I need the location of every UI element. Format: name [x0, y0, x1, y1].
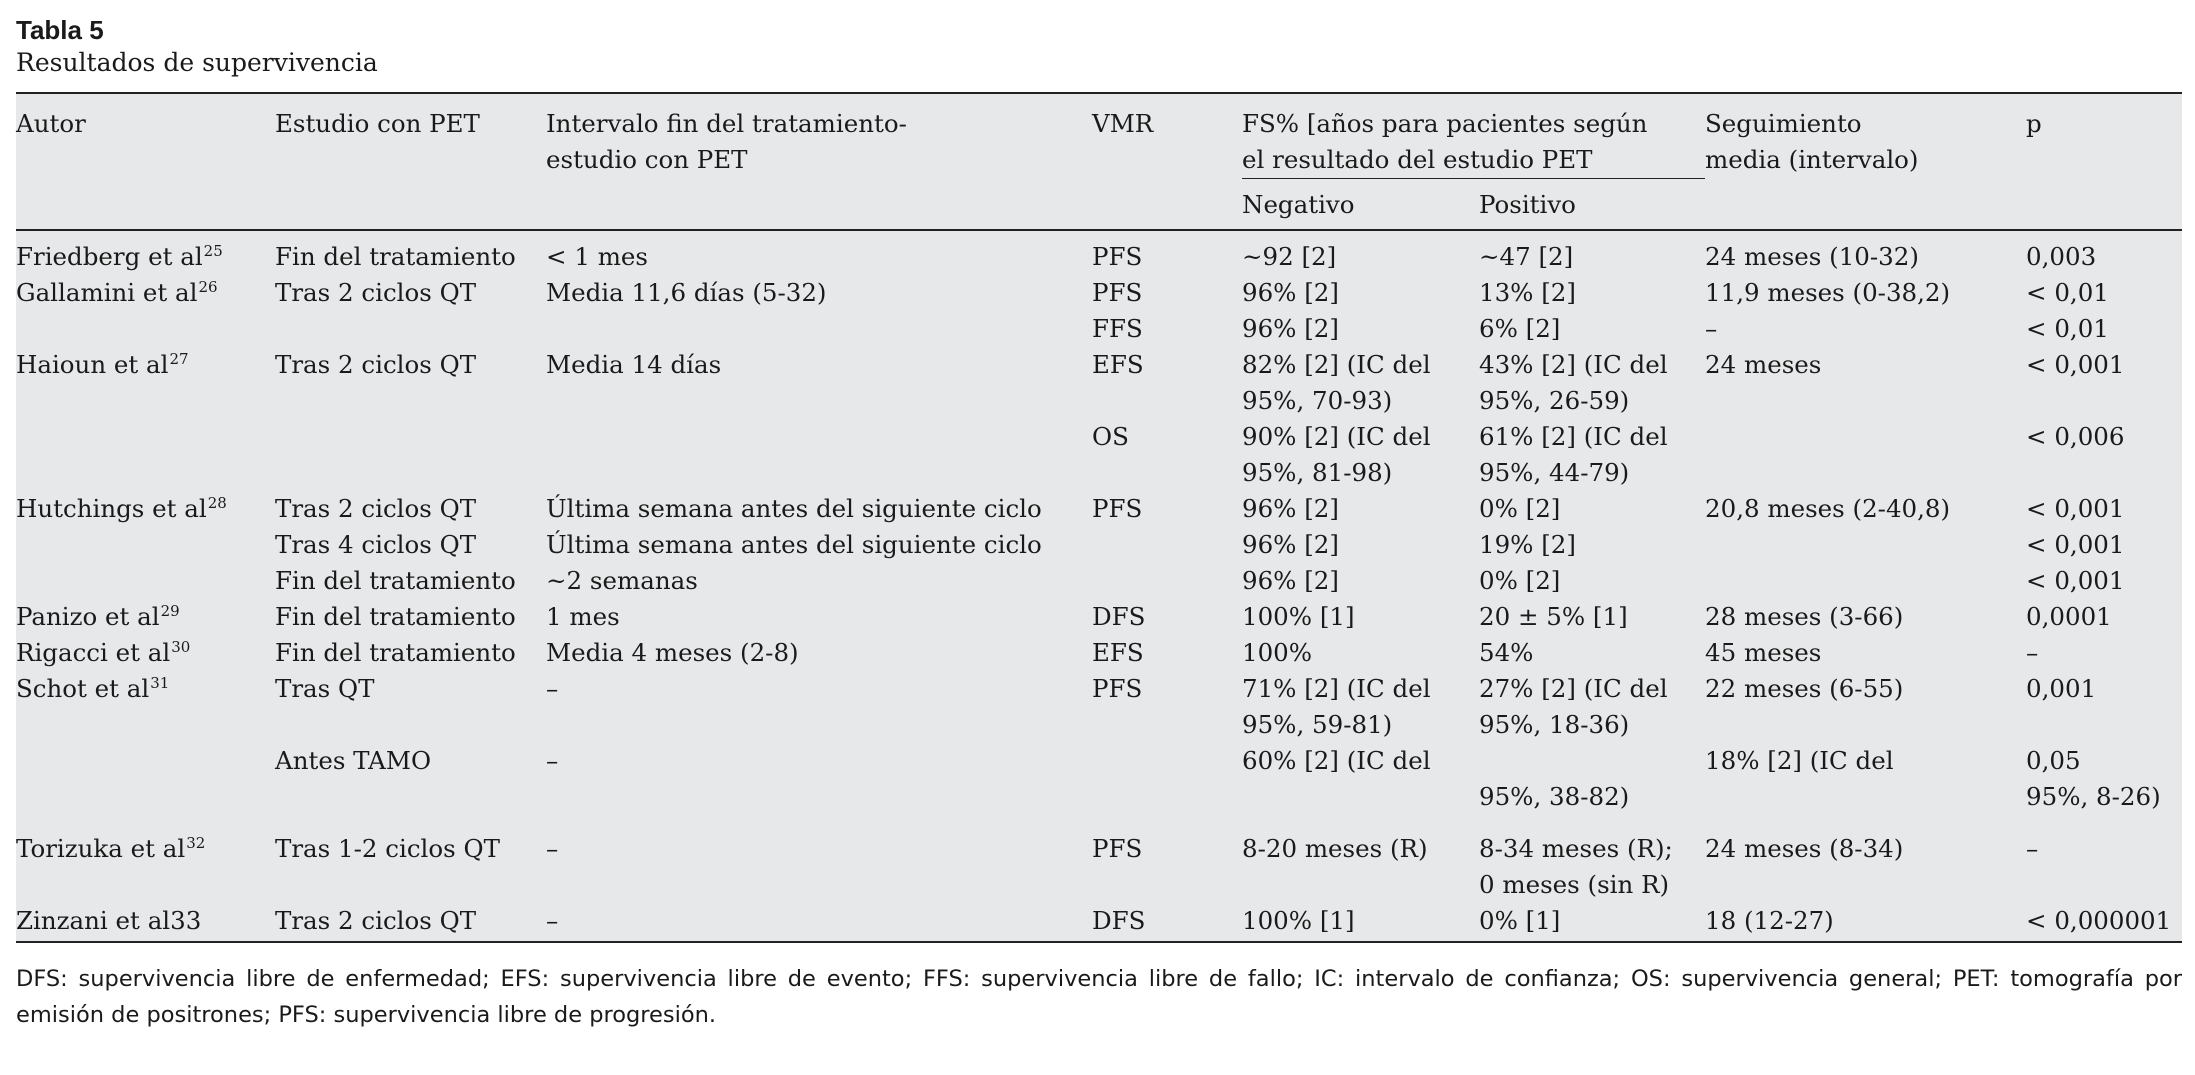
cell-author: Rigacci et $al^{30}$ — [16, 638, 191, 667]
cell-author: Panizo et $al^{29}$ — [16, 602, 180, 631]
cell-follow-up: 20,8 meses (2-40,8) — [1705, 494, 1951, 523]
cell-author — [16, 527, 275, 563]
cell-vmr: DFS — [1092, 906, 1146, 935]
cell-positive: 61% [2] (IC del 95%, 44-79) — [1479, 422, 1668, 487]
cell-author — [16, 563, 275, 599]
cell-follow-up: 28 meses (3-66) — [1705, 602, 1904, 631]
table-row — [16, 563, 2182, 599]
cell-follow-up — [1705, 419, 2026, 491]
cell-p: < 0,01 — [2026, 278, 2109, 307]
cell-negative: 100% — [1242, 638, 1313, 667]
cell-study: Tras 2 ciclos QT — [275, 906, 477, 935]
cell-positive: 6% [2] — [1479, 314, 1561, 343]
table-row — [16, 743, 2182, 815]
header-negativo: Negativo — [1242, 190, 1355, 219]
cell-p: < 0,001 — [2026, 530, 2125, 559]
table-row — [16, 491, 2182, 527]
cell-author — [16, 311, 275, 347]
cell-positive: 20 ± 5% [1] — [1479, 602, 1628, 631]
cell-study — [275, 419, 546, 491]
cell-author: Friedberg et $al^{25}$ — [16, 242, 223, 271]
cell-negative: 60% [2] (IC del — [1242, 746, 1431, 775]
cell-author: Haioun et $al^{27}$ — [16, 350, 189, 379]
table-row — [16, 275, 2182, 311]
cell-author — [16, 419, 275, 491]
table-subtitle: Resultados de supervivencia — [16, 48, 378, 77]
cell-positive: 43% [2] (IC del 95%, 26-59) — [1479, 350, 1668, 415]
cell-negative: 71% [2] (IC del 95%, 59-81) — [1242, 674, 1431, 739]
cell-positive: 95%, 38-82) — [1479, 782, 1630, 811]
table-footnote: DFS: supervivencia libre de enfermedad; EFS: supervivencia libre de evento; FFS: supervivencia libre de fallo; IC: intervalo de confianza; OS: supervivencia general; PET: tomografía por emisión de positrones; PFS: supervivencia libre de progresión. — [16, 966, 2182, 1028]
table-title: Tabla 5 — [16, 15, 104, 45]
cell-positive: ~47 [2] — [1479, 242, 1574, 271]
cell-negative: 100% [1] — [1242, 906, 1355, 935]
cell-p: 0,001 — [2026, 674, 2097, 703]
header-intervalo: Intervalo fin del tratamiento- estudio con PET — [546, 109, 907, 174]
cell-interval: Media 11,6 días (5-32) — [546, 278, 827, 307]
table-row — [16, 419, 2182, 491]
header-autor: Autor — [16, 109, 86, 138]
cell-p: < 0,001 — [2026, 494, 2125, 523]
cell-vmr: EFS — [1092, 350, 1144, 379]
cell-vmr: DFS — [1092, 602, 1146, 631]
cell-follow-up — [1705, 563, 2026, 599]
reference-number: 30 — [171, 638, 191, 656]
reference-number: 31 — [150, 674, 170, 692]
table-row — [16, 903, 2182, 942]
header-positivo: Positivo — [1479, 190, 1576, 219]
cell-interval: < 1 mes — [546, 242, 648, 271]
cell-follow-up: 22 meses (6-55) — [1705, 674, 1904, 703]
cell-p: < 0,000001 — [2026, 906, 2172, 935]
cell-p: < 0,01 — [2026, 314, 2109, 343]
table-row — [16, 599, 2182, 635]
cell-positive: 0% [2] — [1479, 494, 1561, 523]
cell-positive: 8-34 meses (R); 0 meses (sin R) — [1479, 834, 1673, 899]
cell-negative: 96% [2] — [1242, 494, 1339, 523]
cell-interval: Última semana antes del siguiente ciclo — [546, 494, 1042, 523]
cell-follow-up: 45 meses — [1705, 638, 1822, 667]
header-seguimiento: Seguimiento media (intervalo) — [1705, 109, 1919, 174]
cell-p: < 0,001 — [2026, 350, 2125, 379]
table-row — [16, 671, 2182, 743]
cell-vmr: PFS — [1092, 242, 1143, 271]
header-estudio: Estudio con PET — [275, 109, 480, 138]
cell-interval: Media 4 meses (2-8) — [546, 638, 799, 667]
reference-number: 32 — [186, 834, 206, 852]
survival-results-table — [16, 92, 2182, 943]
cell-negative: 8-20 meses (R) — [1242, 834, 1428, 863]
cell-vmr — [1092, 743, 1242, 815]
cell-follow-up: 18 (12-27) — [1705, 906, 1834, 935]
cell-interval: ~2 semanas — [546, 566, 698, 595]
cell-positive: 13% [2] — [1479, 278, 1576, 307]
cell-p: < 0,006 — [2026, 422, 2125, 451]
header-p: p — [2026, 109, 2042, 138]
reference-number: 29 — [160, 602, 180, 620]
cell-follow-up: 24 meses (10-32) — [1705, 242, 1919, 271]
cell-vmr — [1092, 563, 1242, 599]
cell-author: Gallamini et $al^{26}$ — [16, 278, 218, 307]
cell-vmr: PFS — [1092, 834, 1143, 863]
cell-positive: 0% [1] — [1479, 906, 1561, 935]
cell-interval: Media 14 días — [546, 350, 722, 379]
cell-interval: – — [546, 674, 559, 703]
cell-study: Tras 2 ciclos QT — [275, 494, 477, 523]
cell-study: Tras 1-2 ciclos QT — [275, 834, 500, 863]
table-row — [16, 347, 2182, 419]
row-spacer — [16, 815, 2182, 831]
cell-negative: 96% [2] — [1242, 314, 1339, 343]
header-vmr: VMR — [1092, 109, 1154, 138]
cell-p: – — [2026, 638, 2039, 667]
cell-vmr: PFS — [1092, 494, 1143, 523]
cell-negative: 82% [2] (IC del 95%, 70-93) — [1242, 350, 1431, 415]
cell-author: Zinzani et al33 — [16, 906, 202, 935]
table-body — [16, 230, 2182, 942]
cell-vmr — [1092, 527, 1242, 563]
cell-negative: 96% [2] — [1242, 278, 1339, 307]
cell-interval — [546, 311, 1092, 347]
cell-author — [16, 743, 275, 815]
cell-study: Tras 4 ciclos QT — [275, 530, 477, 559]
header-fs: FS% [años para pacientes según el resultado del estudio PET — [1242, 93, 1705, 179]
cell-study: Antes TAMO — [275, 746, 432, 775]
table-figure — [16, 14, 2182, 1033]
cell-vmr: FFS — [1092, 314, 1143, 343]
table-row — [16, 230, 2182, 275]
cell-vmr: PFS — [1092, 674, 1143, 703]
table-row — [16, 635, 2182, 671]
cell-study: Fin del tratamiento — [275, 638, 516, 667]
cell-negative: 90% [2] (IC del 95%, 81-98) — [1242, 422, 1431, 487]
cell-study: Tras QT — [275, 674, 375, 703]
cell-author: Schot et $al^{31}$ — [16, 674, 170, 703]
cell-negative: 96% [2] — [1242, 530, 1339, 559]
cell-p: 0,0001 — [2026, 602, 2112, 631]
cell-interval — [546, 419, 1092, 491]
cell-negative: 100% [1] — [1242, 602, 1355, 631]
cell-positive: 27% [2] (IC del 95%, 18-36) — [1479, 674, 1668, 739]
cell-study — [275, 311, 546, 347]
cell-positive: 54% — [1479, 638, 1534, 667]
cell-study: Fin del tratamiento — [275, 602, 516, 631]
table-row — [16, 527, 2182, 563]
cell-interval: 1 mes — [546, 602, 620, 631]
cell-interval: – — [546, 906, 559, 935]
cell-vmr: EFS — [1092, 638, 1144, 667]
cell-interval: – — [546, 746, 559, 775]
reference-number: 26 — [198, 278, 218, 296]
cell-interval: – — [546, 834, 559, 863]
cell-vmr: PFS — [1092, 278, 1143, 307]
cell-study: Fin del tratamiento — [275, 242, 516, 271]
cell-author: Hutchings et $al^{28}$ — [16, 494, 227, 523]
cell-positive: 19% [2] — [1479, 530, 1576, 559]
cell-study: Tras 2 ciclos QT — [275, 278, 477, 307]
cell-p: 0,05 95%, 8-26) — [2026, 746, 2161, 811]
table-row — [16, 311, 2182, 347]
cell-p: 0,003 — [2026, 242, 2097, 271]
cell-p: < 0,001 — [2026, 566, 2125, 595]
table-row — [16, 831, 2182, 903]
reference-number: 27 — [169, 350, 189, 368]
cell-follow-up: 24 meses — [1705, 350, 1822, 379]
cell-author: Torizuka et $al^{32}$ — [16, 834, 206, 863]
cell-follow-up: – — [1705, 314, 1718, 343]
reference-number: 28 — [207, 494, 227, 512]
cell-follow-up: 18% [2] (IC del — [1705, 746, 1894, 775]
cell-vmr: OS — [1092, 422, 1129, 451]
cell-interval: Última semana antes del siguiente ciclo — [546, 530, 1042, 559]
reference-number: 25 — [203, 242, 223, 260]
cell-negative: ~92 [2] — [1242, 242, 1337, 271]
cell-follow-up — [1705, 527, 2026, 563]
cell-study: Tras 2 ciclos QT — [275, 350, 477, 379]
cell-follow-up: 11,9 meses (0-38,2) — [1705, 278, 1951, 307]
cell-study: Fin del tratamiento — [275, 566, 516, 595]
cell-negative: 96% [2] — [1242, 566, 1339, 595]
cell-positive: 0% [2] — [1479, 566, 1561, 595]
cell-p: – — [2026, 834, 2039, 863]
cell-follow-up: 24 meses (8-34) — [1705, 834, 1904, 863]
